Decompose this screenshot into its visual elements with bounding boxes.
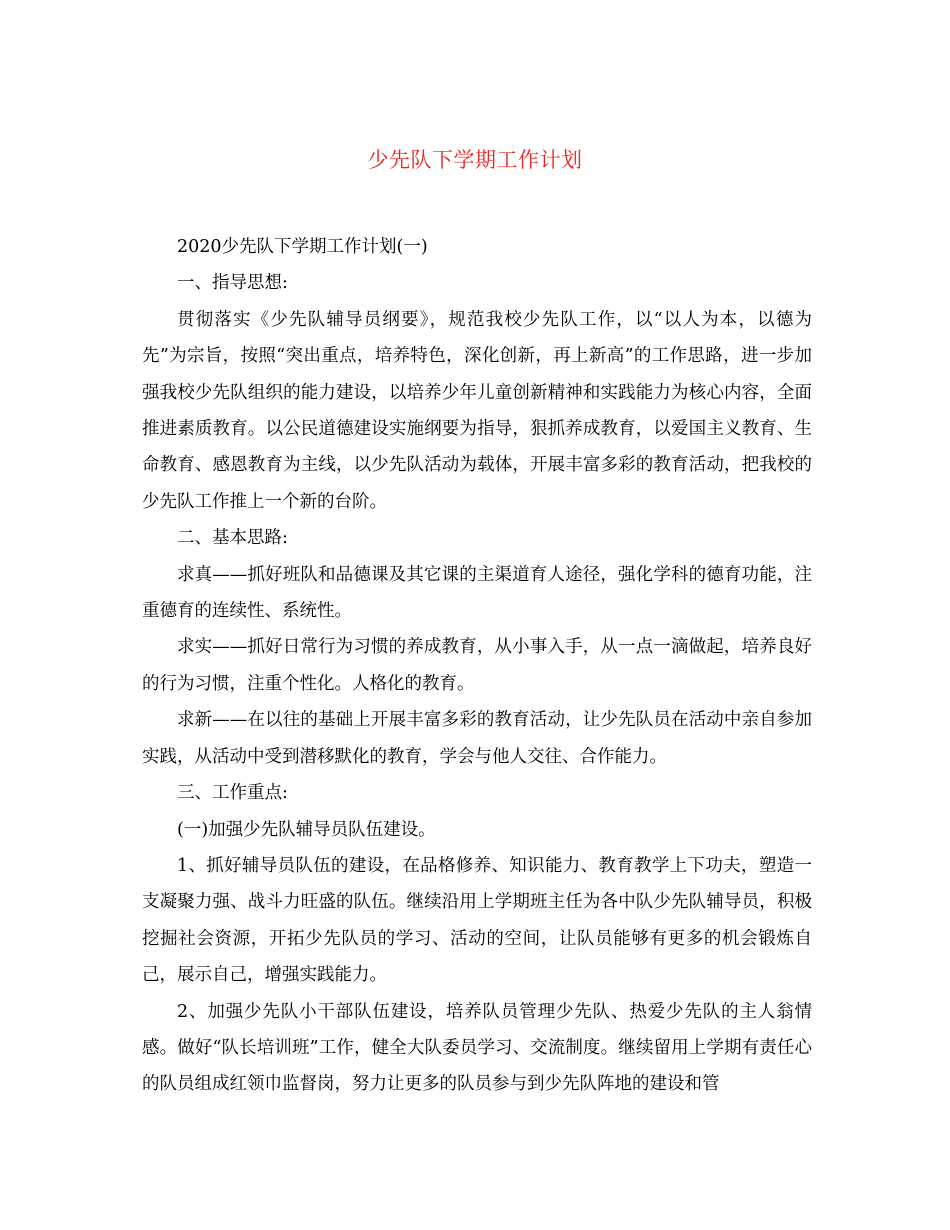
document-title: 少先队下学期工作计划 — [367, 148, 583, 172]
section-heading-work-focus: 三、工作重点: — [177, 783, 288, 804]
paragraph-seek-truth: 求真——抓好班队和品德课及其它课的主渠道育人途径，强化学科的德育功能，注重德育的连续性、系统性。 — [142, 564, 812, 622]
section-heading-guiding-ideology: 一、指导思想: — [177, 273, 288, 294]
paragraph-seek-innovation: 求新——在以往的基础上开展丰富多彩的教育活动，让少先队员在活动中亲自参加实践，从活动中受到潜移默化的教育，学会与他人交往、合作能力。 — [142, 710, 812, 767]
paragraph-item-2: 2、加强少先队小干部队伍建设，培养队员管理少先队、热爱少先队的主人翁情感。做好“队长培训班”工作，健全大队委员学习、交流制度。继续留用上学期有责任心的队员组成红领巾监督岗，努力让更多的队员参与到少先队阵地的建设和管 — [142, 1001, 812, 1095]
paragraph-seek-reality: 求实——抓好日常行为习惯的养成教育，从小事入手，从一点一滴做起，培养良好的行为习惯，注重个性化。人格化的教育。 — [142, 637, 812, 694]
paragraph-item-1: 1、抓好辅导员队伍的建设，在品格修养、知识能力、教育教学上下功夫，塑造一支凝聚力强、战斗力旺盛的队伍。继续沿用上学期班主任为各中队少先队辅导员，积极挖掘社会资源，开拓少先队员的学习、活动的空间，让队员能够有更多的机会锻炼自己，展示自己，增强实践能力。 — [142, 855, 812, 986]
subsection-heading-counselor-team: (一)加强少先队辅导员队伍建设。 — [177, 819, 436, 840]
paragraph-guiding-ideology: 贯彻落实《少先队辅导员纲要》，规范我校少先队工作，以“以人为本，以德为先”为宗旨，按照“突出重点，培养特色，深化创新，再上新高”的工作思路，进一步加强我校少先队组织的能力建设，以培养少年儿童创新精神和实践能力为核心内容，全面推进素质教育。以公民道德建设实施纲要为指导，狠抓养成教育，以爱国主义教育、生命教育、感恩教育为主线，以少先队活动为载体，开展丰富多彩的教育活动，把我校的少先队工作推上一个新的台阶。 — [142, 309, 812, 512]
subtitle-paragraph: 2020少先队下学期工作计划(一) — [177, 237, 428, 257]
section-heading-basic-approach: 二、基本思路: — [177, 528, 288, 549]
document-body — [142, 229, 812, 1103]
